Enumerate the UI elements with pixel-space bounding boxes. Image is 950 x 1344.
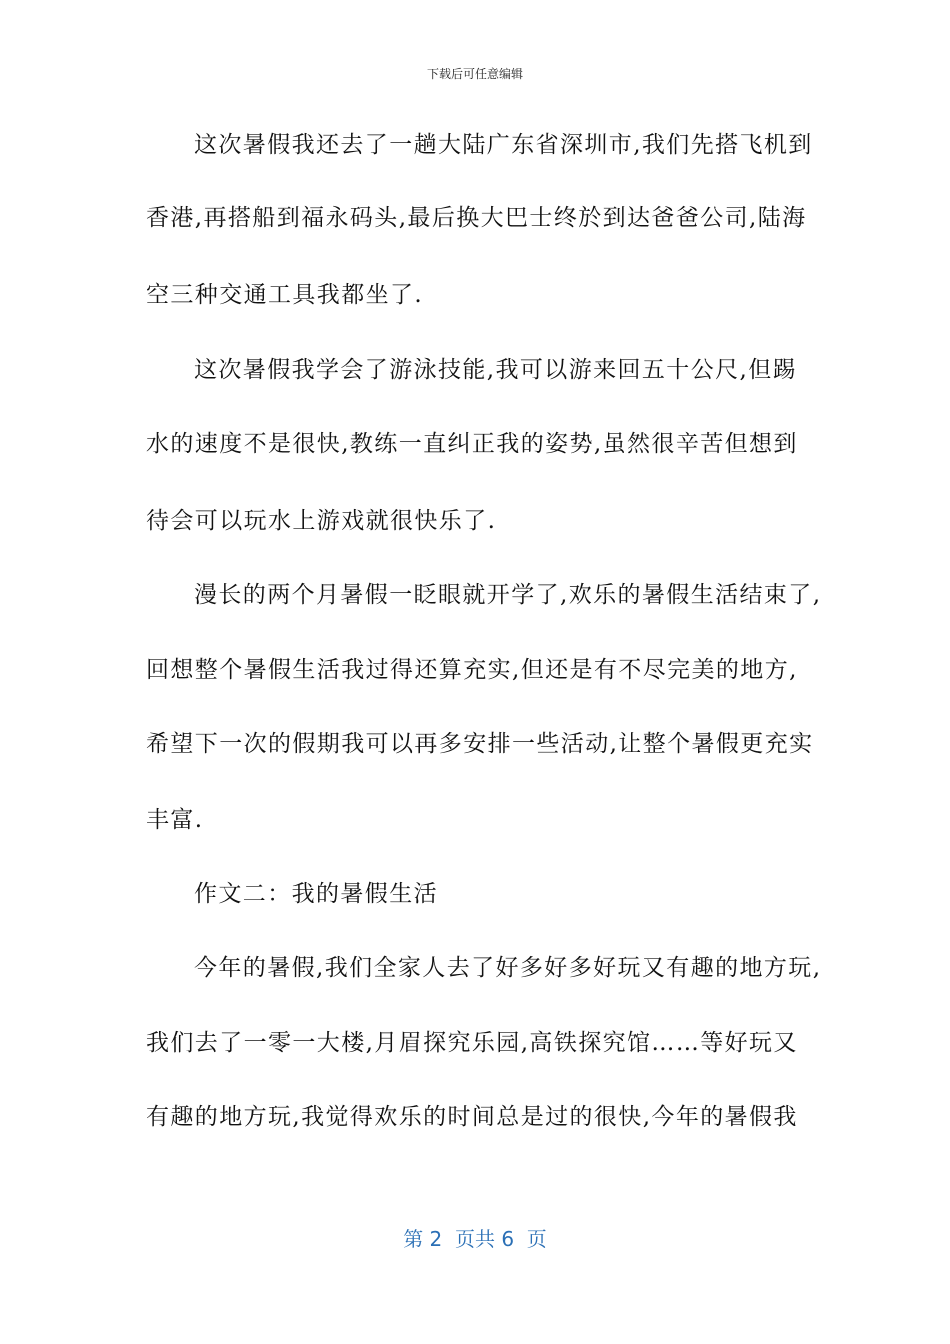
paragraph-line: 空三种交通工具我都坐了. — [146, 282, 424, 308]
paragraph-line: 回想整个暑假生活我过得还算充实,但还是有不尽完美的地方, — [146, 657, 798, 683]
paragraph-line: 漫长的两个月暑假一眨眼就开学了,欢乐的暑假生活结束了, — [194, 582, 822, 608]
paragraph-line: 今年的暑假,我们全家人去了好多好多好玩又有趣的地方玩, — [194, 955, 822, 981]
section-heading: 作文二：我的暑假生活 — [194, 881, 438, 907]
paragraph-line: 丰富. — [146, 807, 204, 833]
page-number: 第 2 页共 6 页 — [403, 1227, 547, 1251]
paragraph-line: 这次暑假我学会了游泳技能,我可以游来回五十公尺,但踢 — [194, 357, 798, 383]
paragraph-line: 我们去了一零一大楼,月眉探究乐园,高铁探究馆……等好玩又 — [146, 1030, 798, 1056]
paragraph-line: 水的速度不是很快,教练一直纠正我的姿势,虽然很辛苦但想到 — [146, 431, 798, 457]
paragraph-line: 待会可以玩水上游戏就很快乐了. — [146, 508, 497, 534]
page-header: 下载后可任意编辑 — [426, 67, 523, 81]
paragraph-line: 香港,再搭船到福永码头,最后换大巴士终於到达爸爸公司,陆海 — [146, 205, 807, 231]
paragraph-line: 希望下一次的假期我可以再多安排一些活动,让整个暑假更充实 — [146, 731, 814, 757]
paragraph-line: 有趣的地方玩,我觉得欢乐的时间总是过的很快,今年的暑假我 — [146, 1104, 798, 1130]
paragraph-line: 这次暑假我还去了一趟大陆广东省深圳市,我们先搭飞机到 — [194, 132, 813, 158]
